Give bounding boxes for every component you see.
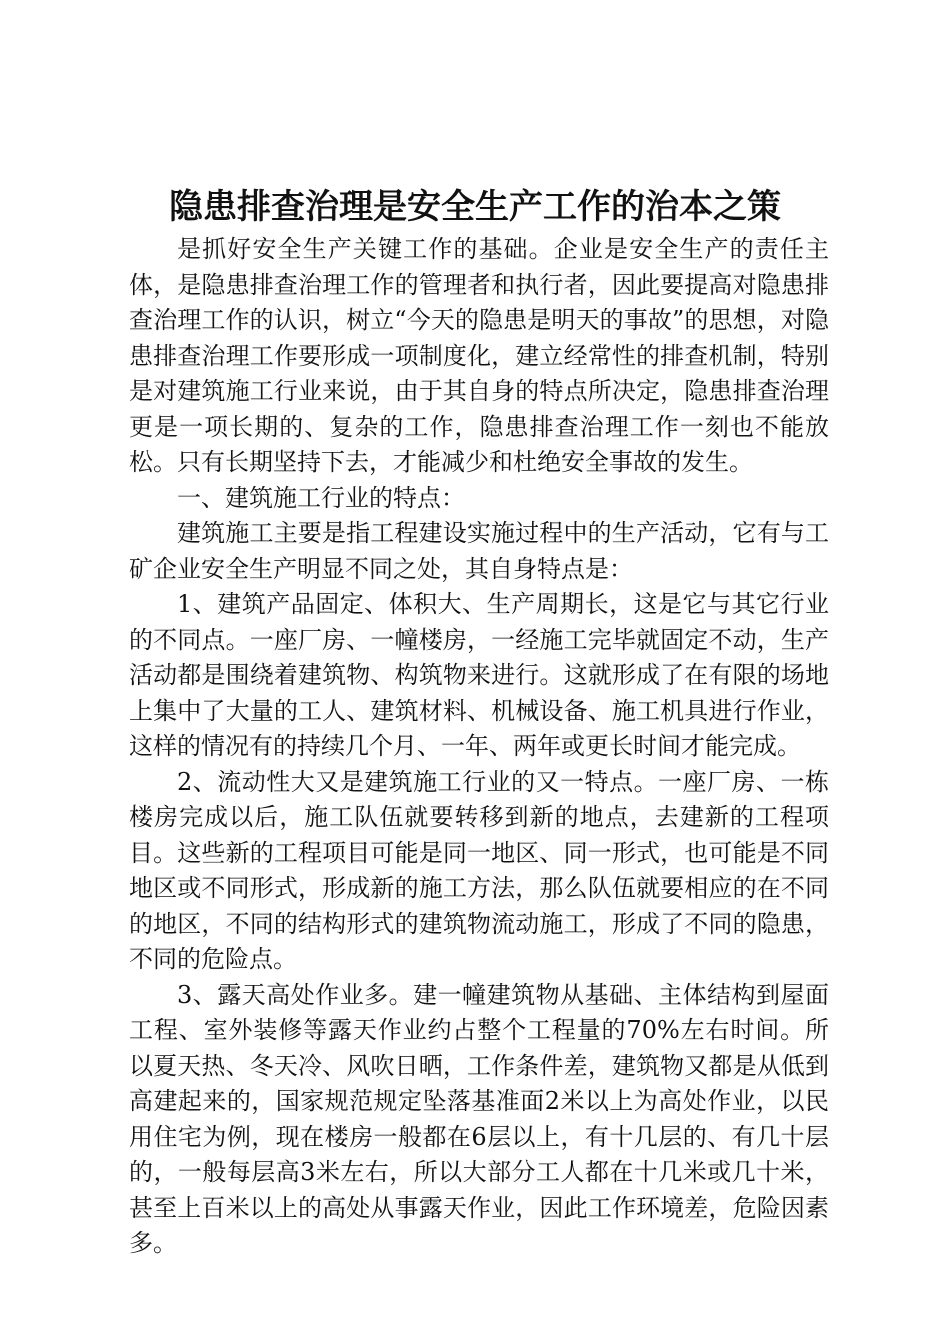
- paragraph-point-1: 1、建筑产品固定、体积大、生产周期长，这是它与其它行业的不同点。一座厂房、一幢楼房，一经施工完毕就固定不动，生产活动都是围绕着建筑物、构筑物来进行。这就形成了在有限的场地上集中了大量的工人、建筑材料、机械设备、施工机具进行作业，这样的情况有的持续几个月、一年、两年或更长时间才能完成。: [129, 590, 829, 760]
- paragraph-point-3: 3、露天高处作业多。建一幢建筑物从基础、主体结构到屋面工程、室外装修等露天作业约占整个工程量的70%左右时间。所以夏天热、冬天冷、风吹日晒，工作条件差，建筑物又都是从低到高建起来的，国家规范规定坠落基准面2米以上为高处作业，以民用住宅为例，现在楼房一般都在6层以上，有十几层的、有几十层的，一般每层高3米左右，所以大部分工人都在十几米或几十米，甚至上百米以上的高处从事露天作业，因此工作环境差，危险因素多。: [129, 980, 829, 1257]
- section-heading-characteristics: 一、建筑施工行业的特点：: [177, 483, 465, 512]
- paragraph-point-2: 2、流动性大又是建筑施工行业的又一特点。一座厂房、一栋楼房完成以后，施工队伍就要转移到新的地点，去建新的工程项目。这些新的工程项目可能是同一地区、同一形式，也可能是不同地区或不同形式，形成新的施工方法，那么队伍就要相应的在不同的地区，不同的结构形式的建筑物流动施工，形成了不同的隐患，不同的危险点。: [129, 767, 829, 973]
- paragraph-overview: 建筑施工主要是指工程建设实施过程中的生产活动，它有与工矿企业安全生产明显不同之处，其自身特点是：: [129, 519, 829, 583]
- paragraph-intro: 是抓好安全生产关键工作的基础。企业是安全生产的责任主体，是隐患排查治理工作的管理者和执行者，因此要提高对隐患排查治理工作的认识，树立“今天的隐患是明天的事故”的思想，对隐患排查治理工作要形成一项制度化，建立经常性的排查机制，特别是对建筑施工行业来说，由于其自身的特点所决定，隐患排查治理更是一项长期的、复杂的工作，隐患排查治理工作一刻也不能放松。只有长期坚持下去，才能减少和杜绝安全事故的发生。: [129, 235, 829, 476]
- document-title: 隐患排查治理是安全生产工作的治本之策: [169, 187, 781, 227]
- document-body: [129, 232, 829, 1262]
